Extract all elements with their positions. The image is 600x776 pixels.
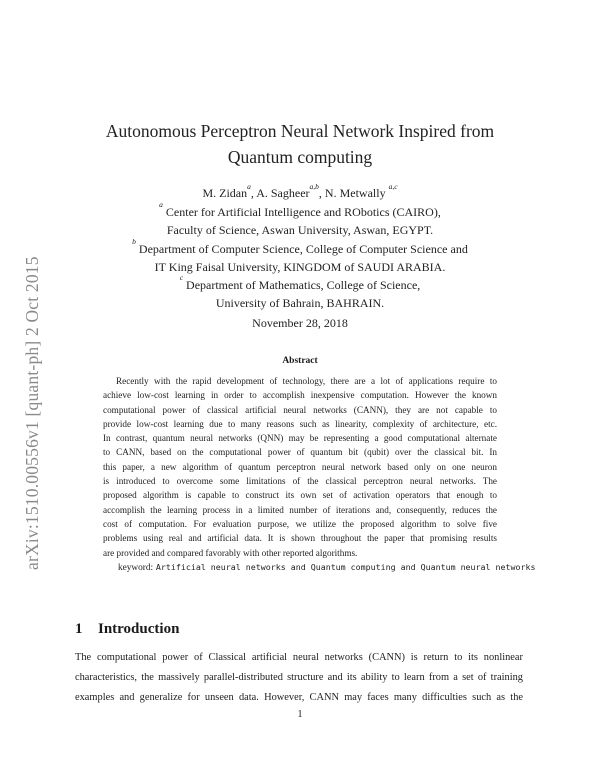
abstract-line: computational power of classical artificial neural networks (CANN), they are not capable to <box>103 404 497 415</box>
abstract-line: is introduced to overcome some limitations of the classical perceptron neural networks. The <box>103 476 497 487</box>
abstract-line: problems using real and artificial data. It is shown throughout the paper that promising results <box>103 533 497 544</box>
affiliation-a-line-2: Faculty of Science, Aswan University, Aswan, EGYPT. <box>166 223 434 238</box>
abstract-line: provide low-cost learning due to many reasons such as linearity, complexity of architecture, etc. <box>103 418 497 429</box>
author-2: A. Sagheer <box>256 186 310 200</box>
affiliation-c-line-2: University of Bahrain, BAHRAIN. <box>215 296 385 311</box>
body-line: examples and generalize for unseen data. However, CANN may faces many difficulties such as the <box>75 692 523 703</box>
keyword-text: Artificial neural networks and Quantum computing and Quantum neural networks <box>155 562 536 572</box>
abstract-line: are provided and compared favorably with other reported algorithms. <box>103 547 358 558</box>
author-3-affil: a,c <box>388 182 398 191</box>
section-number: 1 <box>75 621 83 637</box>
affiliation-b-text: Department of Computer Science, College of Computer Science and <box>138 241 468 256</box>
abstract-line: Recently with the rapid development of technology, there are a lot of applications require to <box>116 376 497 386</box>
affiliation-c-text: Department of Mathematics, College of Science, <box>186 278 421 293</box>
author-1-affil: a <box>247 182 251 191</box>
abstract-line: cost of computation. For evaluation purpose, we utilize the proposed algorithm to solve five <box>103 518 497 529</box>
author-3: N. Metwally <box>324 186 386 200</box>
section-title: Introduction <box>98 621 180 637</box>
affiliation-c-line-1 <box>60 273 540 294</box>
body-line: The computational power of Classical artificial neural networks (CANN) is return to its nonlinear <box>75 652 523 663</box>
affiliation-b-line-2: IT King Faisal University, KINGDOM of SAUDI ARABIA. <box>154 259 446 274</box>
abstract-line: proposed algorithm is capable to construct its own set of activation operators that enough to <box>103 490 497 501</box>
affiliation-b-line-1 <box>60 236 540 258</box>
author-list: M. Zidan$^a$, A. Sagheer$^{a,b}$, N. Metwally $^{a,c}$ <box>202 182 398 200</box>
abstract-line: accomplish the learning process in a limited number of iterations and, consequently, reduces the <box>103 504 497 515</box>
body-text <box>75 648 523 708</box>
keyword-label: keyword: <box>118 563 154 573</box>
abstract-body <box>103 374 497 560</box>
affiliation-a-text: Center for Artificial Intelligence and RObotics (CAIRO), <box>165 205 441 219</box>
affiliation-b-mark: b <box>132 236 136 246</box>
affiliations <box>60 200 540 313</box>
abstract-line: achieve low-cost learning in order to accomplish inexpensive computation. However the known <box>103 390 497 401</box>
abstract-line: In contrast, quantum neural networks (QNN) may be representing a good computational alternate <box>103 433 497 444</box>
abstract-line: this paper, a new algorithm of quantum perceptron neural network based only on one neuron <box>103 461 497 472</box>
arxiv-identifier: arXiv:1510.00556v1 [quant-ph] 2 Oct 2015 <box>22 256 42 570</box>
affiliation-a-line-1 <box>60 200 540 221</box>
paper-date: November 28, 2018 <box>252 316 348 330</box>
page-number: 1 <box>297 709 303 720</box>
title-line-2: Quantum computing <box>227 147 373 167</box>
abstract-line: to CANN, based on the computational power of quantum bit (qubit) over the classical bit. In <box>103 447 497 458</box>
paper-title <box>60 118 540 170</box>
title-line-1: Autonomous Perceptron Neural Network Inspired from <box>105 121 495 141</box>
abstract-heading: Abstract <box>282 356 318 366</box>
keywords <box>118 562 536 573</box>
affiliation-c-mark: c <box>179 273 184 283</box>
affiliation-a-mark: a <box>159 200 163 209</box>
author-1: M. Zidan <box>202 186 248 200</box>
section-heading <box>75 621 179 638</box>
body-line: characteristics, the massively parallel-distributed structure and its ability to learn from a set of training <box>75 672 523 683</box>
author-2-affil: a,b <box>309 182 319 191</box>
